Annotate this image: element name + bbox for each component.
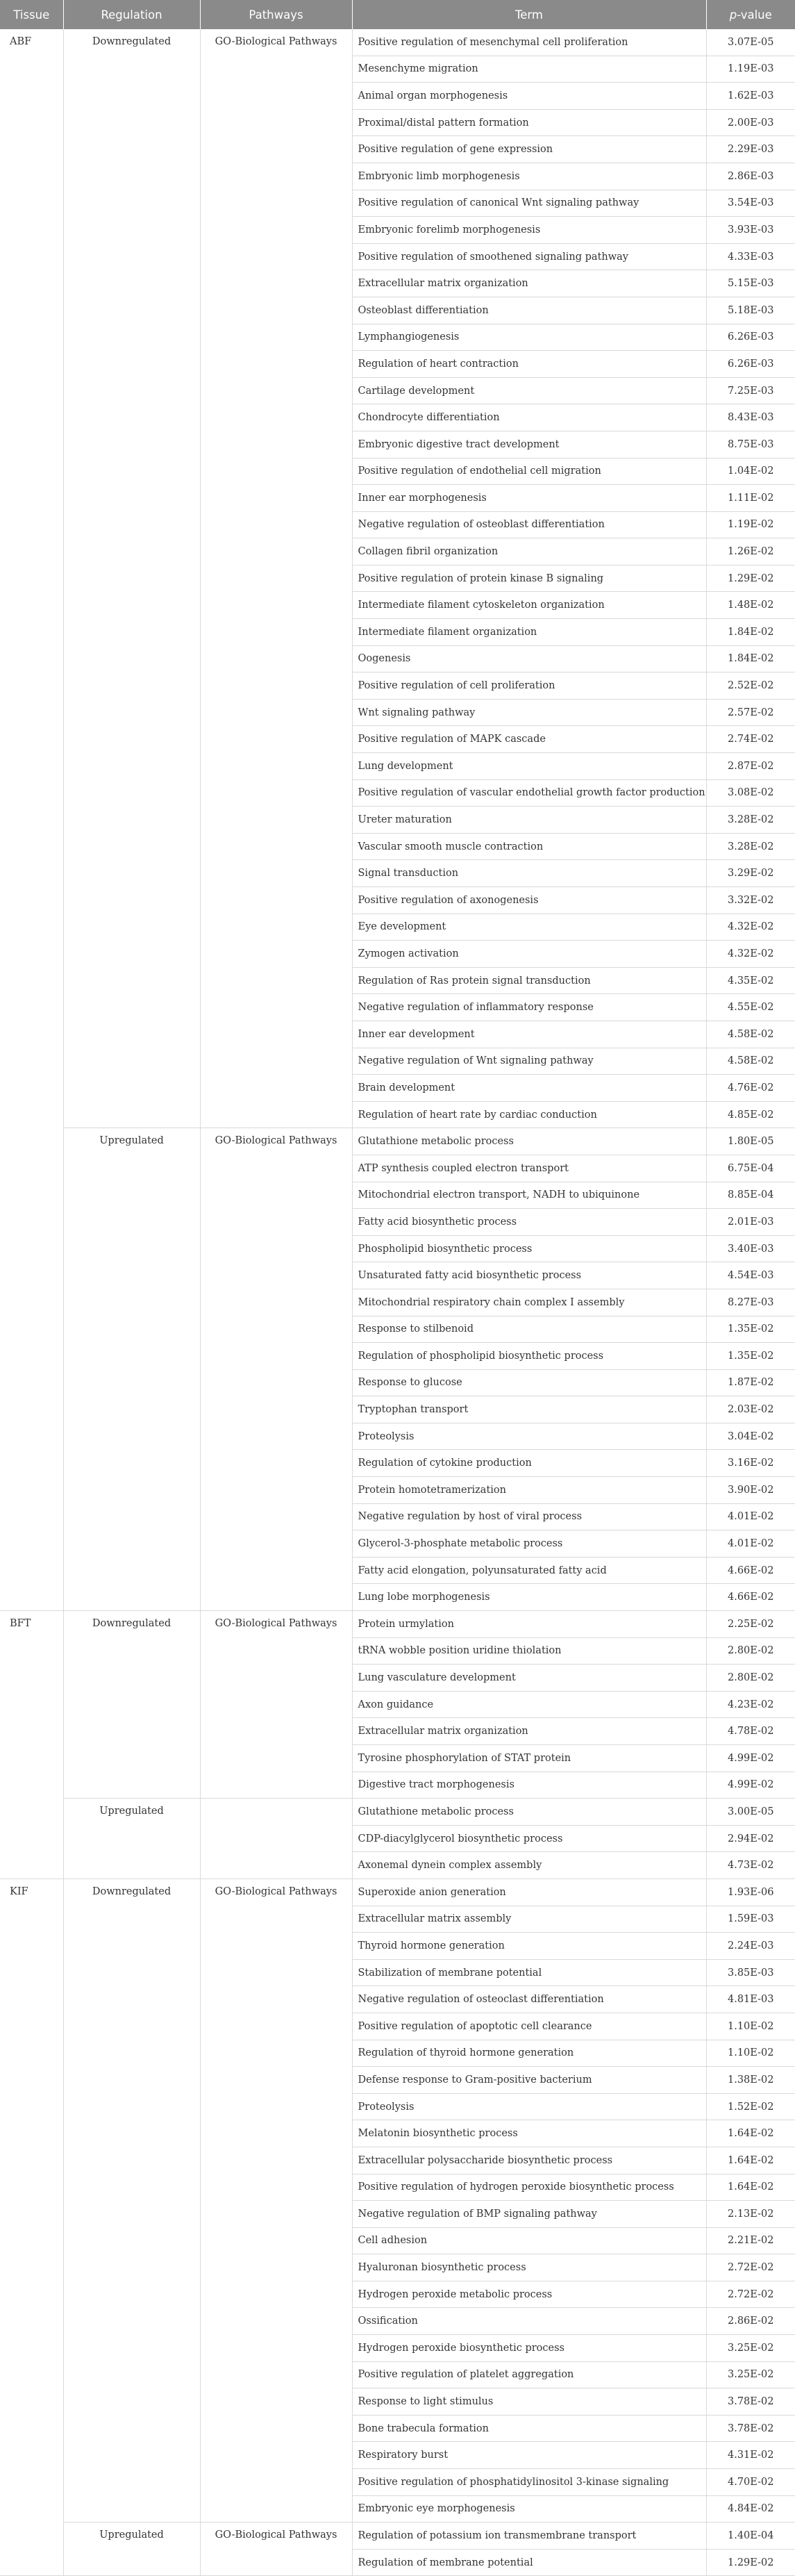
regulation-cell: Downregulated xyxy=(63,1879,200,2522)
term-cell: Positive regulation of axonogenesis xyxy=(352,887,706,914)
term-cell: Proteolysis xyxy=(352,2093,706,2120)
pvalue-cell: 1.52E-02 xyxy=(706,2093,795,2120)
header-pvalue-suffix: -value xyxy=(737,8,772,22)
term-cell: Response to light stimulus xyxy=(352,2388,706,2416)
term-cell: ATP synthesis coupled electron transport xyxy=(352,1155,706,1182)
pvalue-cell: 4.66E-02 xyxy=(706,1584,795,1611)
pvalue-cell: 3.07E-05 xyxy=(706,29,795,56)
term-cell: Positive regulation of platelet aggregation xyxy=(352,2361,706,2388)
term-cell: Regulation of thyroid hormone generation xyxy=(352,2040,706,2067)
pvalue-cell: 4.32E-02 xyxy=(706,914,795,941)
pvalue-cell: 2.01E-03 xyxy=(706,1209,795,1236)
pvalue-cell: 1.84E-02 xyxy=(706,645,795,672)
pathway-cell: GO-Biological Pathways xyxy=(200,1611,352,1799)
pvalue-cell: 3.40E-03 xyxy=(706,1235,795,1262)
pvalue-cell: 4.58E-02 xyxy=(706,1048,795,1075)
term-cell: Positive regulation of endothelial cell migration xyxy=(352,458,706,485)
term-cell: Mesenchyme migration xyxy=(352,56,706,83)
pvalue-cell: 3.04E-02 xyxy=(706,1423,795,1450)
pvalue-cell: 2.13E-02 xyxy=(706,2201,795,2228)
term-cell: Negative regulation by host of viral process xyxy=(352,1503,706,1530)
term-cell: Phospholipid biosynthetic process xyxy=(352,1235,706,1262)
pvalue-cell: 1.29E-02 xyxy=(706,2549,795,2576)
term-cell: Regulation of cytokine production xyxy=(352,1450,706,1477)
term-cell: Positive regulation of vascular endothelial growth factor production xyxy=(352,779,706,807)
term-cell: Respiratory burst xyxy=(352,2442,706,2469)
term-cell: Axonemal dynein complex assembly xyxy=(352,1852,706,1879)
term-cell: tRNA wobble position uridine thiolation xyxy=(352,1637,706,1665)
term-cell: Eye development xyxy=(352,914,706,941)
pvalue-cell: 4.85E-02 xyxy=(706,1101,795,1128)
pvalue-cell: 1.40E-04 xyxy=(706,2523,795,2550)
pvalue-cell: 2.94E-02 xyxy=(706,1825,795,1852)
pvalue-cell: 8.85E-04 xyxy=(706,1182,795,1209)
term-cell: Cartilage development xyxy=(352,377,706,404)
pvalue-cell: 6.26E-03 xyxy=(706,324,795,351)
pvalue-cell: 4.58E-02 xyxy=(706,1021,795,1048)
term-cell: Brain development xyxy=(352,1075,706,1102)
pvalue-cell: 4.78E-02 xyxy=(706,1718,795,1745)
pvalue-cell: 4.33E-03 xyxy=(706,243,795,270)
term-cell: Melatonin biosynthetic process xyxy=(352,2120,706,2147)
term-cell: Proximal/distal pattern formation xyxy=(352,109,706,136)
pvalue-cell: 3.28E-02 xyxy=(706,833,795,860)
term-cell: Extracellular matrix assembly xyxy=(352,1906,706,1933)
pvalue-cell: 5.18E-03 xyxy=(706,297,795,324)
pvalue-cell: 2.86E-03 xyxy=(706,163,795,190)
term-cell: Response to glucose xyxy=(352,1369,706,1396)
pvalue-cell: 1.19E-02 xyxy=(706,511,795,538)
pvalue-cell: 1.10E-02 xyxy=(706,2040,795,2067)
header-row xyxy=(0,0,795,29)
term-cell: Wnt signaling pathway xyxy=(352,699,706,726)
term-cell: Mitochondrial electron transport, NADH to ubiquinone xyxy=(352,1182,706,1209)
term-cell: Positive regulation of phosphatidylinositol 3-kinase signaling xyxy=(352,2469,706,2496)
pvalue-cell: 8.27E-03 xyxy=(706,1289,795,1316)
pvalue-cell: 3.78E-02 xyxy=(706,2415,795,2442)
pvalue-cell: 3.32E-02 xyxy=(706,887,795,914)
header-pvalue xyxy=(706,0,795,29)
term-cell: Tyrosine phosphorylation of STAT protein xyxy=(352,1745,706,1772)
pathway-cell: GO-Biological Pathways xyxy=(200,1128,352,1611)
term-cell: Regulation of heart rate by cardiac conduction xyxy=(352,1101,706,1128)
pathway-cell: GO-Biological Pathways xyxy=(200,2523,352,2576)
pvalue-cell: 1.10E-02 xyxy=(706,2013,795,2040)
pvalue-cell: 7.25E-03 xyxy=(706,377,795,404)
term-cell: Collagen fibril organization xyxy=(352,538,706,565)
pvalue-cell: 3.25E-02 xyxy=(706,2335,795,2362)
term-cell: Signal transduction xyxy=(352,860,706,887)
term-cell: Positive regulation of protein kinase B signaling xyxy=(352,565,706,592)
pvalue-cell: 3.28E-02 xyxy=(706,807,795,834)
term-cell: Positive regulation of apoptotic cell clearance xyxy=(352,2013,706,2040)
pvalue-cell: 1.84E-02 xyxy=(706,619,795,646)
term-cell: Glutathione metabolic process xyxy=(352,1799,706,1826)
tissue-cell: BFT xyxy=(0,1611,63,1879)
term-cell: Lung vasculature development xyxy=(352,1665,706,1692)
term-cell: Fatty acid biosynthetic process xyxy=(352,1209,706,1236)
pvalue-cell: 4.54E-03 xyxy=(706,1262,795,1289)
term-cell: Bone trabecula formation xyxy=(352,2415,706,2442)
pvalue-cell: 1.04E-02 xyxy=(706,458,795,485)
term-cell: Hydrogen peroxide metabolic process xyxy=(352,2281,706,2308)
term-cell: Oogenesis xyxy=(352,645,706,672)
pvalue-cell: 2.87E-02 xyxy=(706,753,795,780)
tissue-cell: KIF xyxy=(0,1879,63,2575)
term-cell: Negative regulation of osteoblast differentiation xyxy=(352,511,706,538)
term-cell: Intermediate filament organization xyxy=(352,619,706,646)
pvalue-cell: 3.00E-05 xyxy=(706,1799,795,1826)
pathway-cell xyxy=(200,1799,352,1879)
term-cell: Regulation of potassium ion transmembrane transport xyxy=(352,2523,706,2550)
tissue-cell: ABF xyxy=(0,29,63,1611)
term-cell: Positive regulation of smoothened signaling pathway xyxy=(352,243,706,270)
pvalue-cell: 4.32E-02 xyxy=(706,941,795,968)
term-cell: Osteoblast differentiation xyxy=(352,297,706,324)
pvalue-cell: 3.78E-02 xyxy=(706,2388,795,2416)
pvalue-cell: 2.24E-03 xyxy=(706,1933,795,1960)
pvalue-cell: 8.43E-03 xyxy=(706,404,795,431)
pvalue-cell: 1.38E-02 xyxy=(706,2067,795,2094)
regulation-cell: Upregulated xyxy=(63,1799,200,1879)
pvalue-cell: 6.26E-03 xyxy=(706,351,795,378)
pvalue-cell: 4.73E-02 xyxy=(706,1852,795,1879)
pvalue-cell: 4.99E-02 xyxy=(706,1745,795,1772)
term-cell: CDP-diacylglycerol biosynthetic process xyxy=(352,1825,706,1852)
pathway-cell: GO-Biological Pathways xyxy=(200,1879,352,2522)
pvalue-cell: 1.80E-05 xyxy=(706,1128,795,1155)
pvalue-cell: 4.99E-02 xyxy=(706,1772,795,1799)
pathway-cell: GO-Biological Pathways xyxy=(200,29,352,1128)
pvalue-cell: 2.00E-03 xyxy=(706,109,795,136)
pvalue-cell: 8.75E-03 xyxy=(706,431,795,458)
pvalue-cell: 5.15E-03 xyxy=(706,270,795,297)
term-cell: Regulation of Ras protein signal transduction xyxy=(352,967,706,994)
term-cell: Protein homotetramerization xyxy=(352,1477,706,1504)
pvalue-cell: 1.64E-02 xyxy=(706,2174,795,2201)
term-cell: Mitochondrial respiratory chain complex I assembly xyxy=(352,1289,706,1316)
pvalue-cell: 3.08E-02 xyxy=(706,779,795,807)
header-regulation: Regulation xyxy=(63,0,200,29)
regulation-cell: Upregulated xyxy=(63,2523,200,2576)
term-cell: Inner ear morphogenesis xyxy=(352,485,706,512)
term-cell: Negative regulation of Wnt signaling pathway xyxy=(352,1048,706,1075)
header-tissue: Tissue xyxy=(0,0,63,29)
pvalue-cell: 1.59E-03 xyxy=(706,1906,795,1933)
pvalue-cell: 3.90E-02 xyxy=(706,1477,795,1504)
term-cell: Thyroid hormone generation xyxy=(352,1933,706,1960)
term-cell: Animal organ morphogenesis xyxy=(352,83,706,110)
pvalue-cell: 2.25E-02 xyxy=(706,1611,795,1638)
pvalue-cell: 4.66E-02 xyxy=(706,1557,795,1584)
pvalue-cell: 2.72E-02 xyxy=(706,2281,795,2308)
pvalue-cell: 4.31E-02 xyxy=(706,2442,795,2469)
term-cell: Protein urmylation xyxy=(352,1611,706,1638)
term-cell: Negative regulation of BMP signaling pathway xyxy=(352,2201,706,2228)
pvalue-cell: 6.75E-04 xyxy=(706,1155,795,1182)
regulation-cell: Downregulated xyxy=(63,29,200,1128)
term-cell: Positive regulation of hydrogen peroxide biosynthetic process xyxy=(352,2174,706,2201)
pvalue-cell: 2.86E-02 xyxy=(706,2308,795,2335)
term-cell: Unsaturated fatty acid biosynthetic process xyxy=(352,1262,706,1289)
pvalue-cell: 4.76E-02 xyxy=(706,1075,795,1102)
term-cell: Negative regulation of osteoclast differentiation xyxy=(352,1986,706,2013)
pvalue-cell: 4.81E-03 xyxy=(706,1986,795,2013)
pvalue-cell: 4.01E-02 xyxy=(706,1503,795,1530)
term-cell: Fatty acid elongation, polyunsaturated fatty acid xyxy=(352,1557,706,1584)
pvalue-cell: 2.74E-02 xyxy=(706,726,795,753)
pvalue-cell: 4.35E-02 xyxy=(706,967,795,994)
term-cell: Axon guidance xyxy=(352,1691,706,1718)
pvalue-cell: 2.29E-03 xyxy=(706,136,795,163)
pvalue-cell: 2.03E-02 xyxy=(706,1396,795,1423)
term-cell: Digestive tract morphogenesis xyxy=(352,1772,706,1799)
regulation-cell: Downregulated xyxy=(63,1611,200,1799)
pvalue-cell: 2.57E-02 xyxy=(706,699,795,726)
pvalue-cell: 1.64E-02 xyxy=(706,2120,795,2147)
pvalue-cell: 1.26E-02 xyxy=(706,538,795,565)
term-cell: Glycerol-3-phosphate metabolic process xyxy=(352,1530,706,1558)
term-cell: Lung lobe morphogenesis xyxy=(352,1584,706,1611)
term-cell: Positive regulation of mesenchymal cell proliferation xyxy=(352,29,706,56)
pvalue-cell: 4.01E-02 xyxy=(706,1530,795,1558)
term-cell: Extracellular matrix organization xyxy=(352,1718,706,1745)
pvalue-cell: 3.29E-02 xyxy=(706,860,795,887)
term-cell: Ossification xyxy=(352,2308,706,2335)
term-cell: Extracellular polysaccharide biosynthetic process xyxy=(352,2147,706,2174)
pvalue-cell: 3.54E-03 xyxy=(706,190,795,217)
pvalue-cell: 1.11E-02 xyxy=(706,485,795,512)
table-row xyxy=(0,2523,795,2550)
term-cell: Lymphangiogenesis xyxy=(352,324,706,351)
term-cell: Negative regulation of inflammatory response xyxy=(352,994,706,1021)
header-pathways: Pathways xyxy=(200,0,352,29)
pvalue-cell: 1.87E-02 xyxy=(706,1369,795,1396)
pvalue-cell: 4.23E-02 xyxy=(706,1691,795,1718)
term-cell: Glutathione metabolic process xyxy=(352,1128,706,1155)
header-term: Term xyxy=(352,0,706,29)
pvalue-cell: 3.25E-02 xyxy=(706,2361,795,2388)
pvalue-cell: 2.72E-02 xyxy=(706,2254,795,2281)
pvalue-cell: 3.93E-03 xyxy=(706,217,795,244)
term-cell: Hyaluronan biosynthetic process xyxy=(352,2254,706,2281)
term-cell: Proteolysis xyxy=(352,1423,706,1450)
term-cell: Embryonic eye morphogenesis xyxy=(352,2495,706,2523)
term-cell: Positive regulation of MAPK cascade xyxy=(352,726,706,753)
table-row xyxy=(0,1879,795,1906)
table-row xyxy=(0,1128,795,1155)
term-cell: Vascular smooth muscle contraction xyxy=(352,833,706,860)
term-cell: Defense response to Gram-positive bacterium xyxy=(352,2067,706,2094)
term-cell: Tryptophan transport xyxy=(352,1396,706,1423)
pvalue-cell: 4.55E-02 xyxy=(706,994,795,1021)
pvalue-cell: 2.52E-02 xyxy=(706,672,795,700)
pvalue-cell: 3.16E-02 xyxy=(706,1450,795,1477)
table-row xyxy=(0,29,795,56)
pvalue-cell: 1.48E-02 xyxy=(706,592,795,619)
pvalue-cell: 3.85E-03 xyxy=(706,1959,795,1986)
term-cell: Regulation of phospholipid biosynthetic process xyxy=(352,1343,706,1370)
term-cell: Regulation of heart contraction xyxy=(352,351,706,378)
regulation-cell: Upregulated xyxy=(63,1128,200,1611)
pvalue-cell: 1.64E-02 xyxy=(706,2147,795,2174)
term-cell: Zymogen activation xyxy=(352,941,706,968)
pvalue-cell: 1.35E-02 xyxy=(706,1316,795,1343)
term-cell: Superoxide anion generation xyxy=(352,1879,706,1906)
pvalue-cell: 4.70E-02 xyxy=(706,2469,795,2496)
term-cell: Ureter maturation xyxy=(352,807,706,834)
term-cell: Intermediate filament cytoskeleton organization xyxy=(352,592,706,619)
table-row xyxy=(0,1799,795,1826)
term-cell: Stabilization of membrane potential xyxy=(352,1959,706,1986)
pvalue-cell: 4.84E-02 xyxy=(706,2495,795,2523)
term-cell: Chondrocyte differentiation xyxy=(352,404,706,431)
term-cell: Inner ear development xyxy=(352,1021,706,1048)
term-cell: Positive regulation of gene expression xyxy=(352,136,706,163)
pvalue-cell: 1.62E-03 xyxy=(706,83,795,110)
term-cell: Response to stilbenoid xyxy=(352,1316,706,1343)
term-cell: Hydrogen peroxide biosynthetic process xyxy=(352,2335,706,2362)
term-cell: Regulation of membrane potential xyxy=(352,2549,706,2576)
term-cell: Extracellular matrix organization xyxy=(352,270,706,297)
pvalue-cell: 2.21E-02 xyxy=(706,2227,795,2254)
term-cell: Embryonic forelimb morphogenesis xyxy=(352,217,706,244)
pvalue-cell: 2.80E-02 xyxy=(706,1665,795,1692)
term-cell: Embryonic digestive tract development xyxy=(352,431,706,458)
term-cell: Embryonic limb morphogenesis xyxy=(352,163,706,190)
header-pvalue-p: p xyxy=(729,8,737,22)
pvalue-cell: 1.19E-03 xyxy=(706,56,795,83)
term-cell: Lung development xyxy=(352,753,706,780)
term-cell: Positive regulation of cell proliferation xyxy=(352,672,706,700)
pvalue-cell: 1.35E-02 xyxy=(706,1343,795,1370)
pvalue-cell: 2.80E-02 xyxy=(706,1637,795,1665)
term-cell: Cell adhesion xyxy=(352,2227,706,2254)
table-row xyxy=(0,1611,795,1638)
pvalue-cell: 1.29E-02 xyxy=(706,565,795,592)
term-cell: Positive regulation of canonical Wnt signaling pathway xyxy=(352,190,706,217)
pvalue-cell: 1.93E-06 xyxy=(706,1879,795,1906)
